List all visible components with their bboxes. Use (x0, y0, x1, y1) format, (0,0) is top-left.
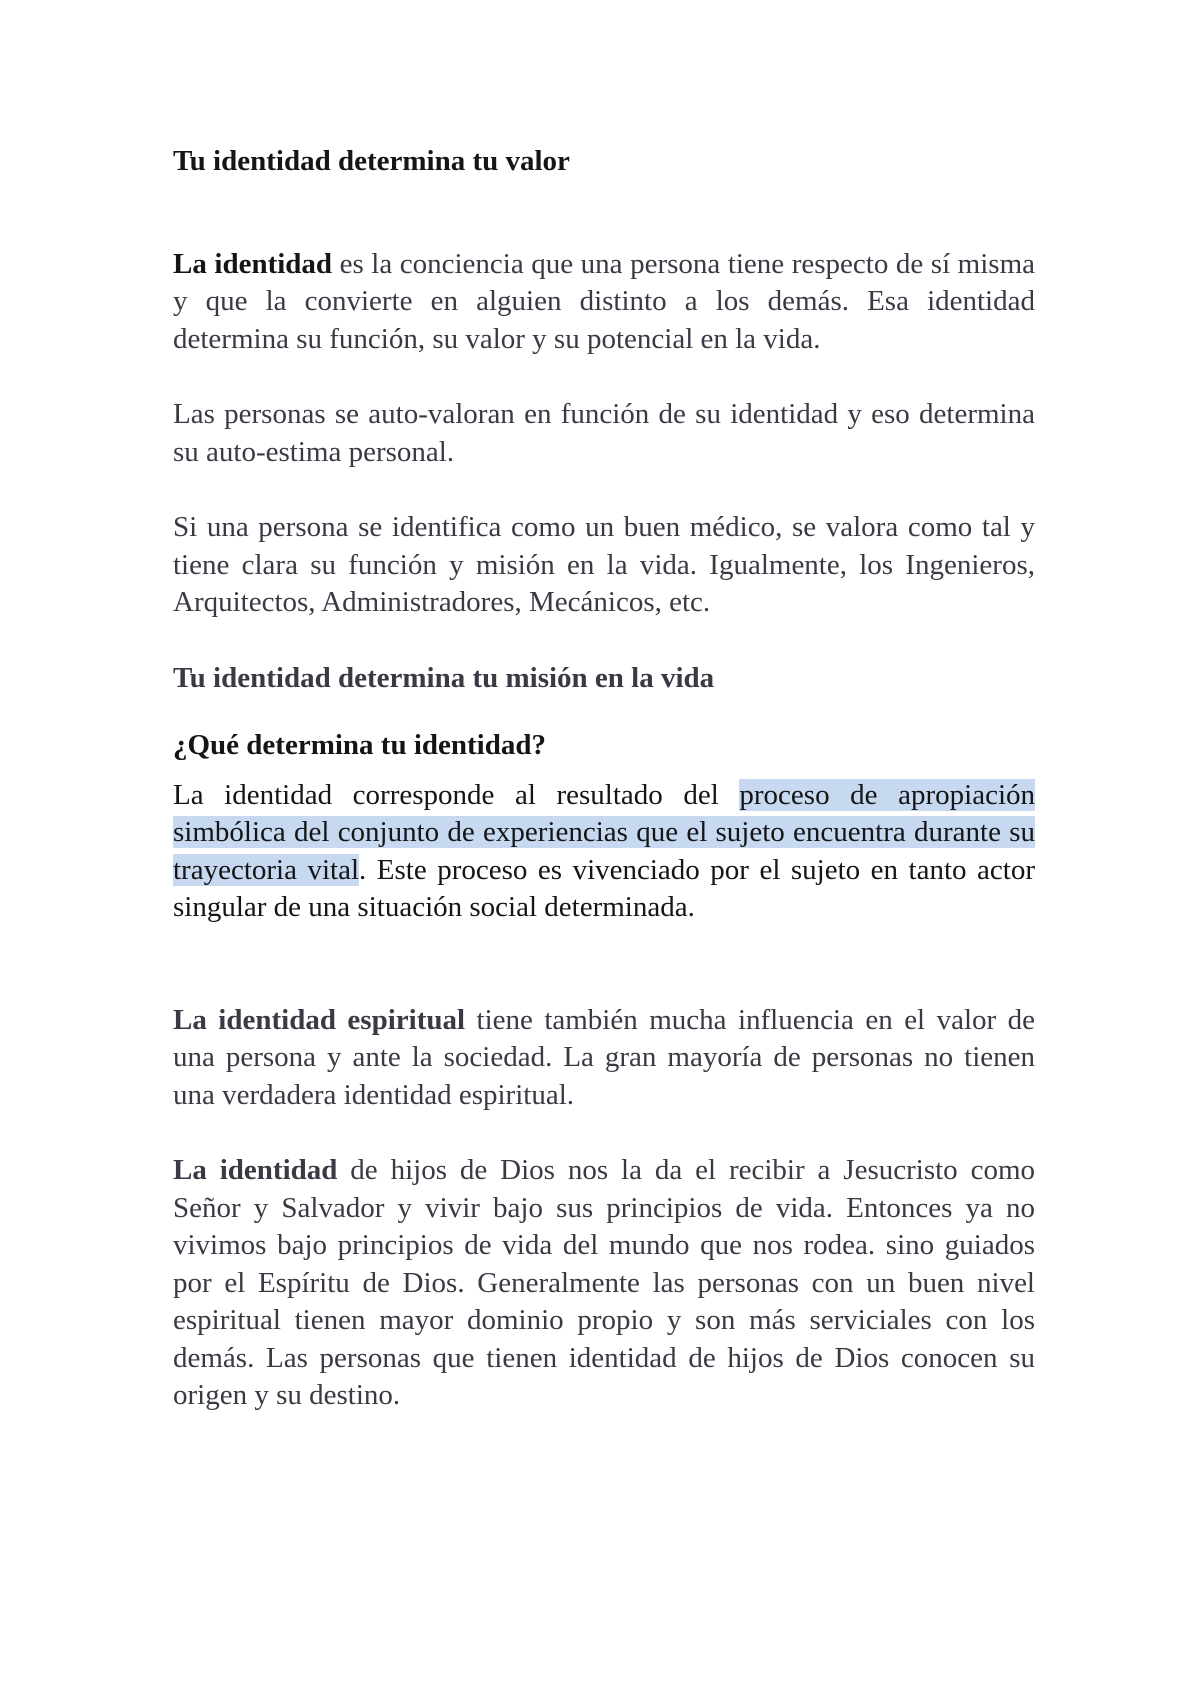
paragraph-text: . Este proceso es vivenciado por el sujeto en tanto actor singular de una situación social determinada. (173, 853, 1035, 923)
text-selection-highlight[interactable]: proceso de apropiación simbólica del conjunto de experiencias que el sujeto encuentra durante su trayectoria vital (173, 778, 1036, 886)
spacer (173, 358, 1035, 396)
section-heading-mission: Tu identidad determina tu misión en la vida (173, 661, 715, 694)
bold-term: La identidad espiritual (173, 1003, 466, 1036)
section-heading-question: ¿Qué determina tu identidad? (173, 729, 546, 761)
document-body (173, 143, 1035, 1415)
paragraph-text: es la conciencia que una persona tiene respecto de sí misma y que la convierte en alguien distinto a los demás. Esa identidad determina su función, su valor y su potencial en la vida. (173, 247, 1035, 355)
paragraph-definition[interactable] (173, 246, 1035, 359)
spacer (173, 765, 1035, 777)
paragraph-appropriation[interactable] (173, 777, 1035, 927)
spacer (173, 622, 1035, 660)
paragraph-professions[interactable]: Si una persona se identifica como un buen médico, se valora como tal y tiene clara su función y misión en la vida. Igualmente, los Ingenieros, Arquitectos, Administradores, Mecánicos, etc. (173, 511, 1035, 618)
spacer (173, 1114, 1035, 1152)
document-title: Tu identidad determina tu valor (173, 145, 570, 177)
spacer (173, 927, 1035, 1002)
paragraph-text: de hijos de Dios nos la da el recibir a Jesucristo como Señor y Salvador y vivir bajo sus principios de vida. Entonces ya no vivimos bajo principios de vida del mundo que nos rodea. sino guiados por el Espíritu de Dios. Generalmente las personas con un buen nivel espiritual tienen mayor dominio propio y son más serviciales con los demás. Las personas que tienen identidad de hijos de Dios conocen su origen y su destino. (173, 1154, 1035, 1411)
paragraph-self-esteem[interactable]: Las personas se auto-valoran en función de su identidad y eso determina su auto-estima personal. (173, 398, 1035, 468)
spacer (173, 471, 1035, 509)
bold-term: La identidad (173, 1154, 338, 1186)
spacer (173, 697, 1035, 727)
paragraph-text: La identidad corresponde al resultado del (173, 778, 740, 811)
paragraph-spiritual-identity[interactable] (173, 1002, 1035, 1115)
paragraph-children-of-god[interactable] (173, 1152, 1035, 1415)
bold-term: La identidad (173, 247, 333, 280)
paragraph-text: tiene también mucha influencia en el valor de una persona y ante la sociedad. La gran mayoría de personas no tienen una verdadera identidad espiritual. (173, 1003, 1035, 1111)
spacer (173, 181, 1035, 246)
